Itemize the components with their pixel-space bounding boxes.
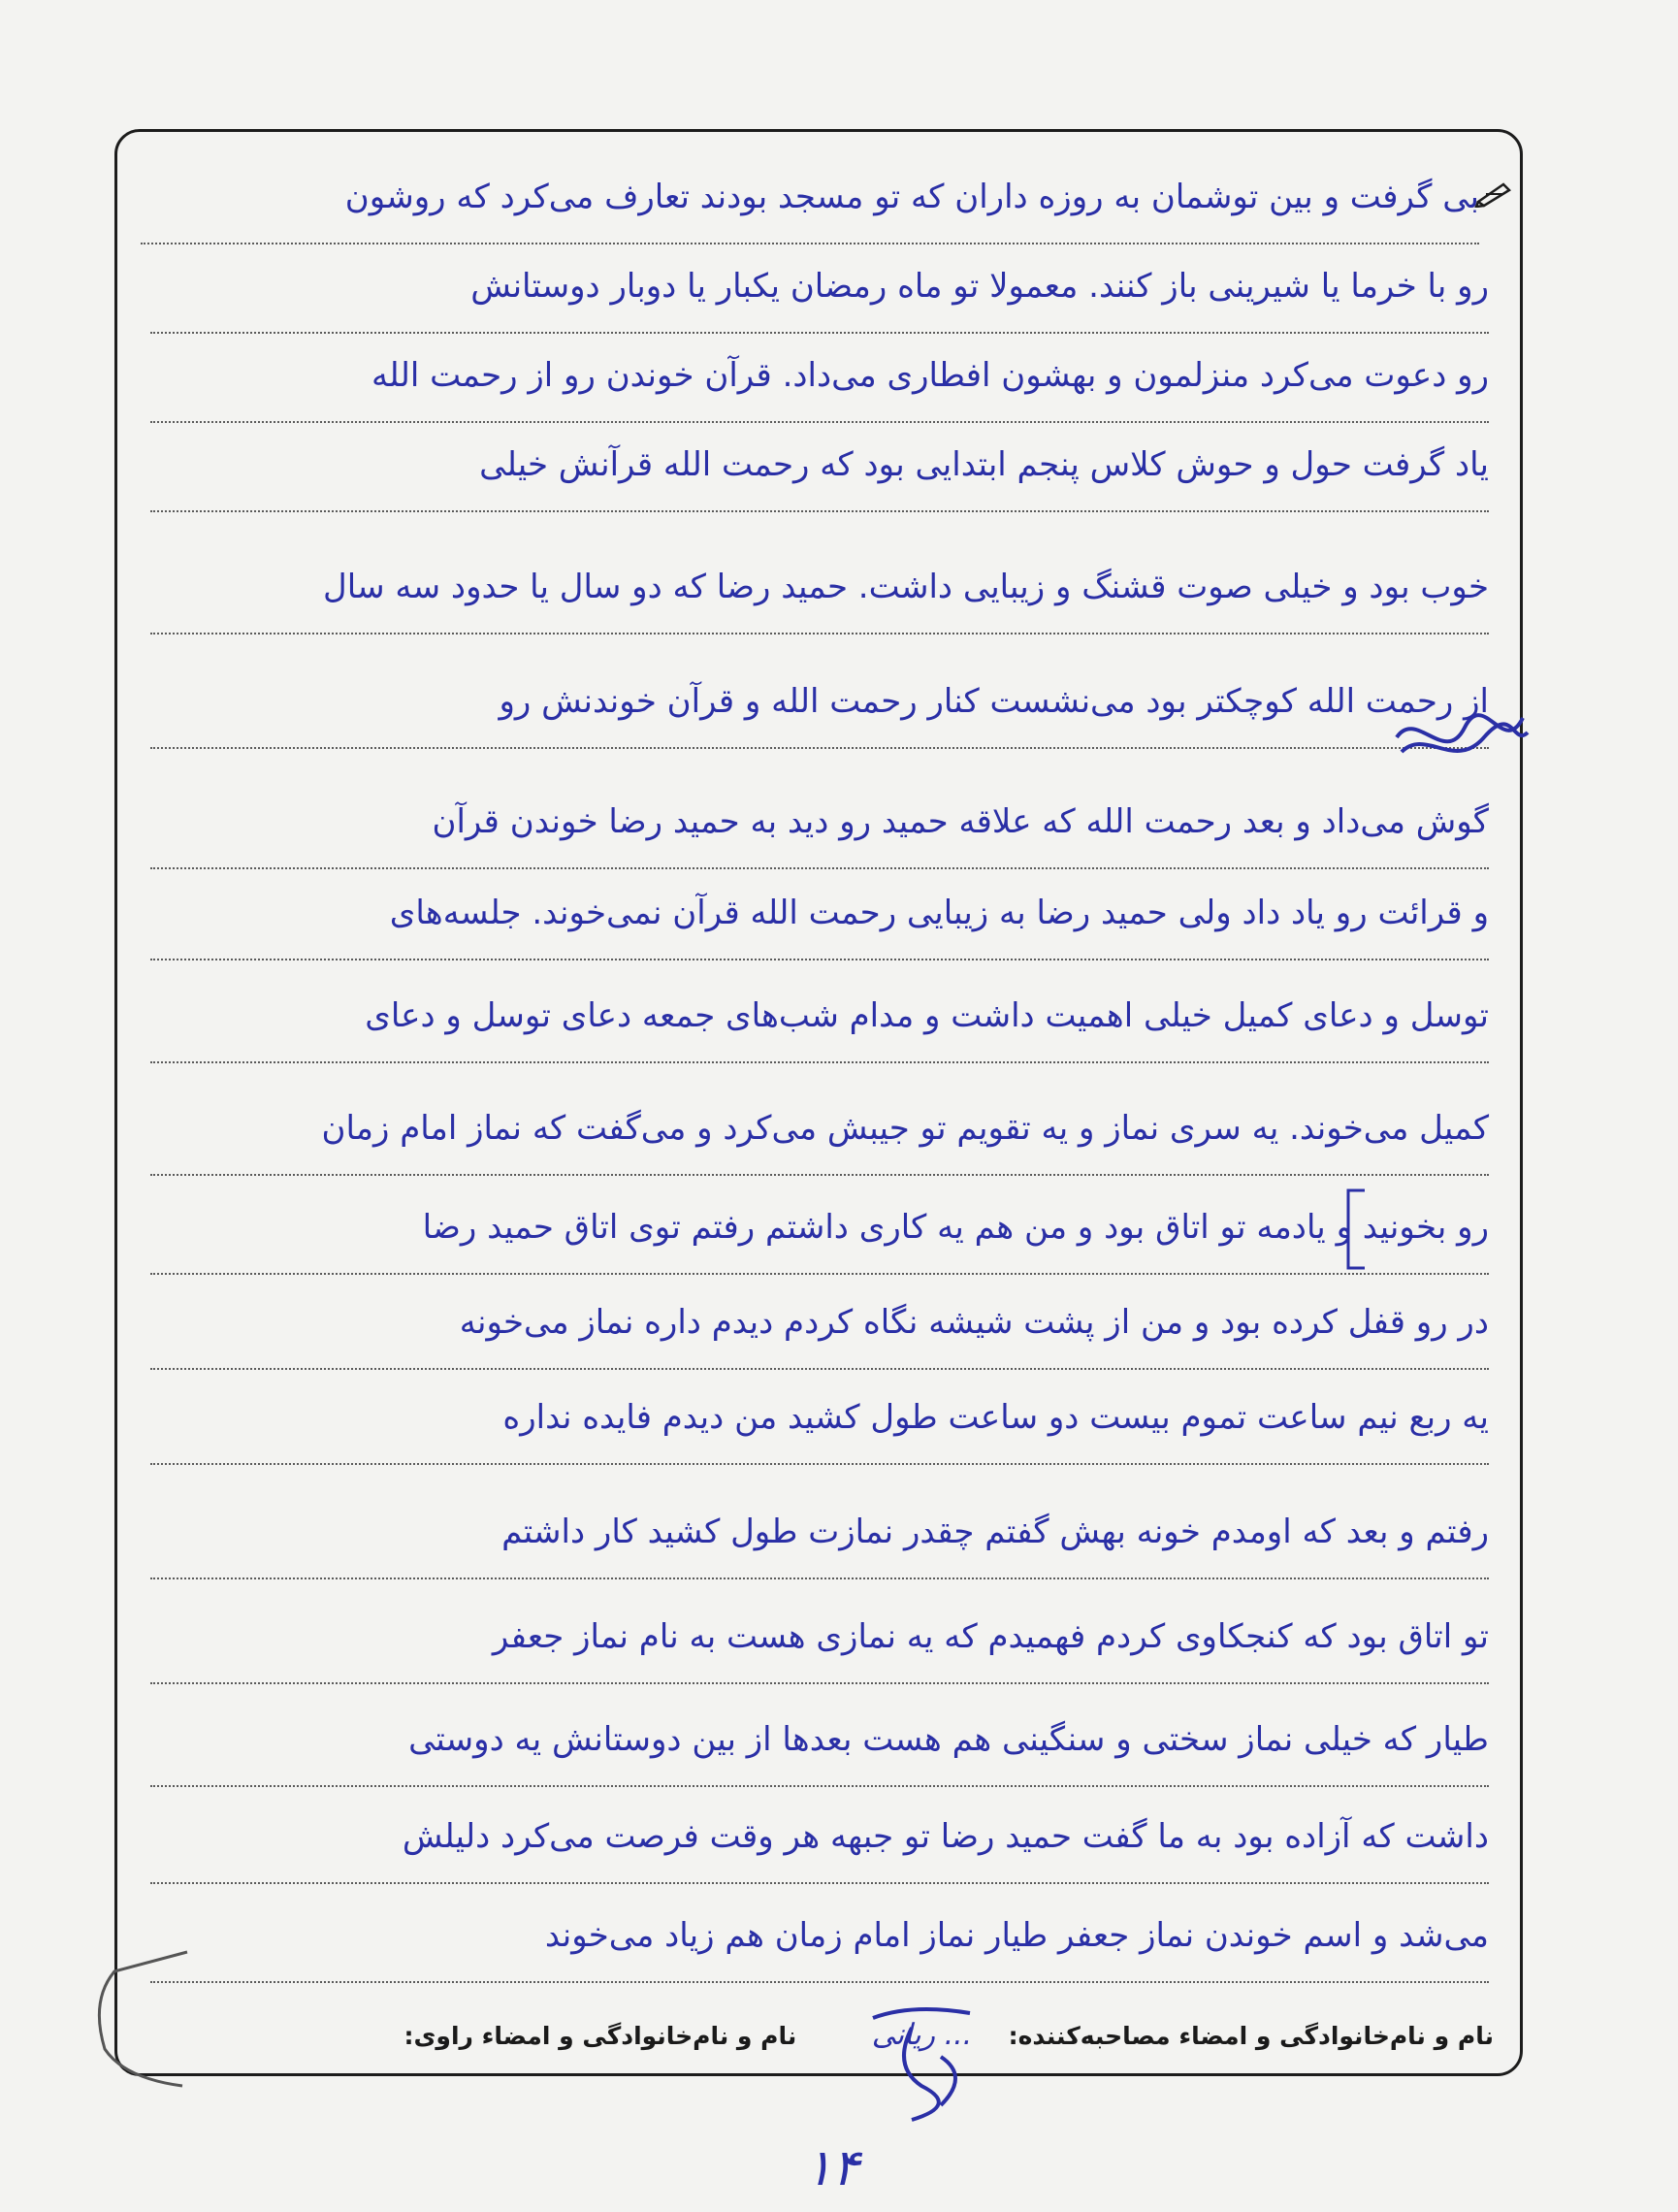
text-line: از رحمت الله کوچکتر بود می‌نشست کنار رحمت الله و قرآن خوندنش رو (150, 660, 1489, 749)
interviewer-signature: ... ریانی (871, 2018, 973, 2052)
text-line: و قرائت رو یاد داد ولی حمید رضا به زیبایی رحمت الله قرآن نمی‌خوند. جلسه‌های (150, 871, 1489, 960)
text-line: در رو قفل کرده بود و من از پشت شیشه نگاه کردم دیدم داره نماز می‌خونه (150, 1281, 1489, 1370)
text-line: کمیل می‌خوند. یه سری نماز و یه تقویم تو جیبش می‌کرد و می‌گفت که نماز امام زمان (150, 1087, 1489, 1176)
page-number: ۱۴ (805, 2139, 859, 2197)
text-line: رو دعوت می‌کرد منزلمون و بهشون افطاری می‌داد. قرآن خوندن رو از رحمت الله (150, 334, 1489, 423)
bracket-mark (1340, 1186, 1370, 1273)
text-line: می‌شد و اسم خوندن نماز جعفر طیار نماز امام زمان هم زیاد می‌خوند (150, 1894, 1489, 1983)
text-line: توسل و دعای کمیل خیلی اهمیت داشت و مدام شب‌های جمعه دعای توسل و دعای (150, 974, 1489, 1063)
text-line: یاد گرفت حول و حوش کلاس پنجم ابتدایی بود که رحمت الله قرآنش خیلی (150, 423, 1489, 512)
interviewer-label: نام و نام‌خانوادگی و امضاء مصاحبه‌کننده: (1008, 2022, 1494, 2050)
text-line: رو با خرما یا شیرینی باز کنند. معمولا تو ماه رمضان یکبار یا دوبار دوستانش (150, 244, 1489, 334)
text-line: یه ربع نیم ساعت تموم بیست دو ساعت طول کشید من دیدم فایده نداره (150, 1376, 1489, 1465)
text-line: خوب بود و خیلی صوت قشنگ و زیبایی داشت. حمید رضا که دو سال یا حدود سه سال (150, 545, 1489, 634)
text-line: گوش می‌داد و بعد رحمت الله که علاقه حمید رو دید به حمید رضا خوندن قرآن (150, 780, 1489, 869)
text-line: بی گرفت و بین توشمان به روزه داران که تو مسجد بودند تعارف می‌کرد که روشون (141, 155, 1479, 244)
margin-bracket (85, 1942, 192, 2088)
text-line: داشت که آزاده بود به ما گفت حمید رضا تو جبهه هر وقت فرصت می‌کرد دلیلش (150, 1795, 1489, 1884)
text-line: طیار که خیلی نماز سختی و سنگینی هم هست بعدها از بین دوستانش یه دوستی (150, 1698, 1489, 1787)
text-line: رفتم و بعد که اومدم خونه بهش گفتم چقدر نمازت طول کشید کار داشتم (150, 1490, 1489, 1579)
text-line: تو اتاق بود که کنجکاوی کردم فهمیدم که یه نمازی هست به نام نماز جعفر (150, 1595, 1489, 1684)
text-line: رو بخونید و یادمه تو اتاق بود و من هم یه کاری داشتم رفتم توی اتاق حمید رضا (150, 1186, 1489, 1275)
narrator-label: نام و نام‌خانوادگی و امضاء راوی: (403, 2022, 797, 2050)
interviewer-signature-scrawl (854, 1999, 999, 2125)
scribble-mark (1387, 699, 1533, 776)
